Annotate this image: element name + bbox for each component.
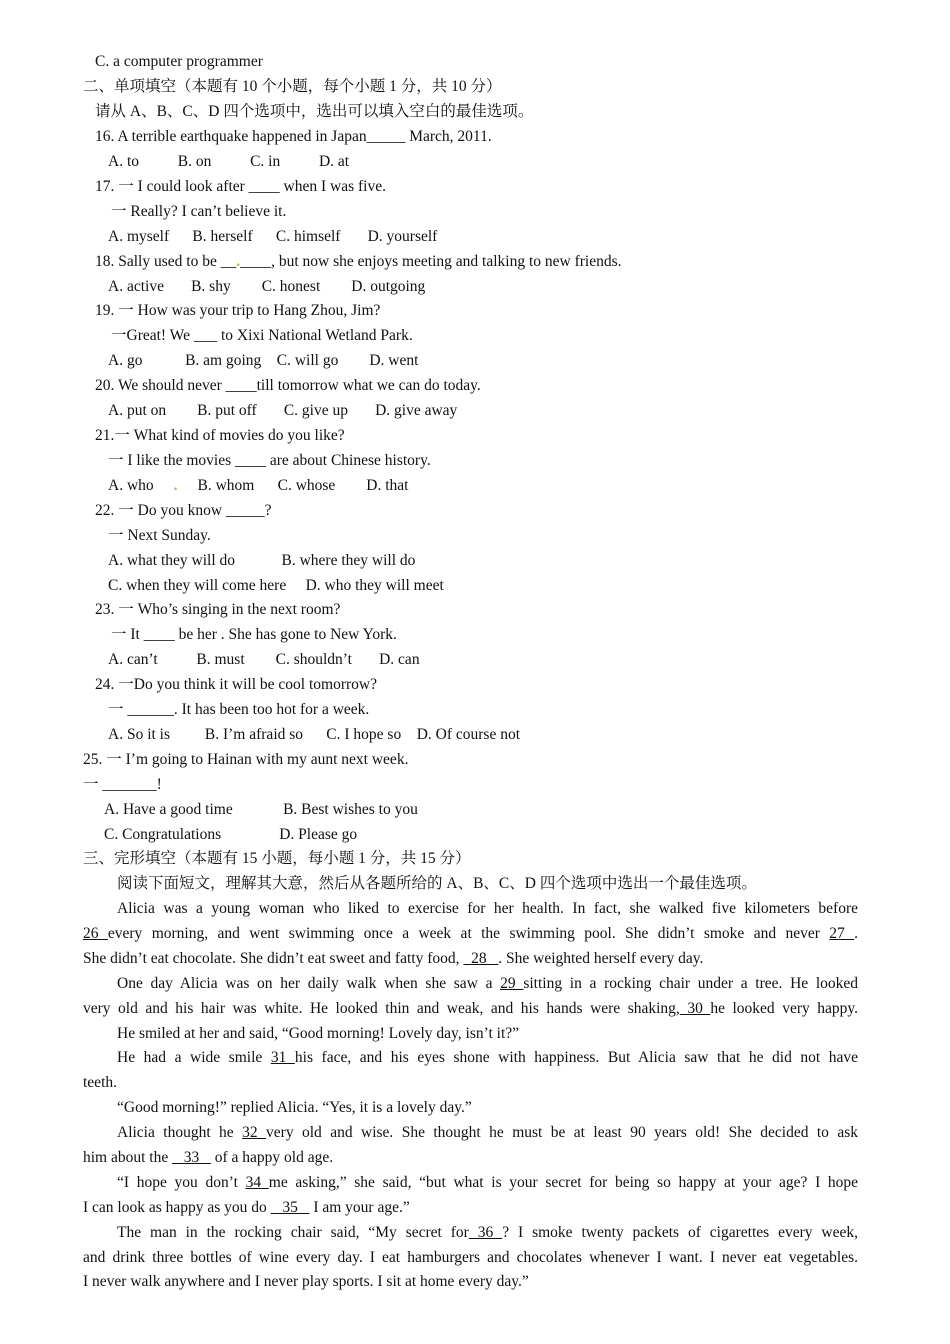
passage-text: very old and wise. She thought he must be at least 90 years old! She decided to ask (266, 1124, 859, 1141)
passage-line (117, 1173, 858, 1193)
question-21: 21.一 What kind of movies do you like? (95, 427, 345, 444)
blank-33: 33 (172, 1149, 211, 1166)
question-25-options-cd: C. Congratulations D. Please go (104, 826, 358, 843)
blank-36: 36 (468, 1224, 503, 1241)
question-25: 25. 一 I’m going to Hainan with my aunt next week. (83, 751, 409, 768)
blank-28: 28 (463, 950, 499, 967)
passage-text: I am your age.” (313, 1199, 410, 1216)
question-17-reply: 一 Really? I can’t believe it. (111, 203, 287, 220)
passage-line: teeth. (83, 1074, 117, 1091)
question-18 (95, 252, 622, 272)
passage-text: very old and his hair was white. He looked thin and weak, and his hands were shaking, (83, 1000, 680, 1017)
question-18-options: A. active B. shy C. honest D. outgoing (108, 278, 426, 295)
question-23-reply: 一 It ____ be her . She has gone to New York. (111, 626, 397, 643)
passage-line: and drink three bottles of wine every day. I eat hamburgers and chocolates whenever I want. I never eat vegetables. (83, 1249, 858, 1266)
section-3-instruction: 阅读下面短文，理解其大意，然后从各题所给的 A、B、C、D 四个选项中选出一个最佳选项。 (117, 875, 757, 892)
question-24: 24. 一Do you think it will be cool tomorrow? (95, 676, 377, 693)
blank-30: 30 (679, 1000, 711, 1017)
blank-34: 34 (245, 1174, 269, 1191)
passage-line: I never walk anywhere and I never play sports. I sit at home every day.” (83, 1273, 529, 1290)
passage-line (83, 949, 703, 969)
passage-text: ? I smoke twenty packets of cigarettes every week, (502, 1224, 859, 1241)
passage-line: He smiled at her and said, “Good morning! Lovely day, isn’t it?” (117, 1025, 520, 1042)
passage-text: of a happy old age. (214, 1149, 334, 1166)
passage-text: every morning, and went swimming once a week at the swimming pool. She didn’t smoke and never (107, 925, 820, 942)
question-19: 19. 一 How was your trip to Hang Zhou, Jim? (95, 302, 381, 319)
question-25-options-ab: A. Have a good time B. Best wishes to you (104, 801, 418, 818)
question-22-reply: 一 Next Sunday. (108, 527, 211, 544)
question-20: 20. We should never ____till tomorrow what we can do today. (95, 377, 481, 394)
mark-dot: . (236, 253, 241, 270)
passage-text: him about the (83, 1149, 169, 1166)
question-23: 23. 一 Who’s singing in the next room? (95, 601, 341, 618)
question-23-options: A. can’t B. must C. shouldn’t D. can (108, 651, 420, 668)
passage-line (117, 974, 858, 994)
passage-line: Alicia was a young woman who liked to exercise for her health. In fact, she walked five kilometers before (117, 900, 858, 917)
passage-text: I can look as happy as you do (83, 1199, 267, 1216)
option-c-programmer: C. a computer programmer (95, 53, 263, 70)
passage-text: . She weighted herself every day. (498, 950, 704, 967)
question-21-option-a: A. who (108, 477, 154, 494)
question-21-options (108, 476, 408, 496)
passage-line: “Good morning!” replied Alicia. “Yes, it is a lovely day.” (117, 1099, 472, 1116)
question-22: 22. 一 Do you know _____? (95, 502, 272, 519)
question-24-reply: 一 ______. It has been too hot for a week. (108, 701, 370, 718)
passage-line (117, 1223, 858, 1243)
question-22-options-ab: A. what they will do B. where they will do (108, 552, 416, 569)
section-2-heading: 二、单项填空（本题有 10 个小题，每个小题 1 分，共 10 分） (83, 78, 502, 95)
passage-text: She didn’t eat chocolate. She didn’t eat sweet and fatty food, (83, 950, 460, 967)
question-20-options: A. put on B. put off C. give up D. give away (108, 402, 458, 419)
question-22-options-cd: C. when they will come here D. who they will meet (108, 577, 444, 594)
passage-text: He had a wide smile (117, 1049, 263, 1066)
passage-text: . (854, 925, 859, 942)
mark-dot: . (173, 477, 178, 494)
passage-line (83, 1198, 410, 1218)
passage-text: “I hope you don’t (117, 1174, 238, 1191)
blank-32: 32 (242, 1124, 267, 1141)
passage-text: One day Alicia was on her daily walk when she saw a (117, 975, 493, 992)
question-18-end: ____, but now she enjoys meeting and talking to new friends. (240, 253, 622, 270)
question-19-reply: 一Great! We ___ to Xixi National Wetland Park. (111, 327, 413, 344)
blank-29: 29 (500, 975, 524, 992)
blank-31: 31 (270, 1049, 295, 1066)
question-21-reply: 一 I like the movies ____ are about Chinese history. (108, 452, 431, 469)
question-21-options-rest: B. whom C. whose D. that (197, 477, 409, 494)
question-16: 16. A terrible earthquake happened in Japan_____ March, 2011. (95, 128, 492, 145)
section-3-heading: 三、完形填空（本题有 15 小题，每小题 1 分，共 15 分） (83, 850, 471, 867)
question-18-start: 18. Sally used to be __ (95, 253, 237, 270)
passage-line (83, 999, 858, 1019)
question-25-reply: 一 _______! (83, 776, 162, 793)
passage-line (83, 924, 858, 944)
passage-line (117, 1048, 858, 1068)
section-2-instruction: 请从 A、B、C、D 四个选项中，选出可以填入空白的最佳选项。 (95, 103, 534, 120)
blank-26: 26 (83, 925, 108, 942)
passage-text: he looked very happy. (710, 1000, 859, 1017)
passage-text: his face, and his eyes shone with happiness. But Alicia saw that he did not have (294, 1049, 859, 1066)
question-16-options: A. to B. on C. in D. at (108, 153, 350, 170)
blank-27: 27 (829, 925, 855, 942)
question-19-options: A. go B. am going C. will go D. went (108, 352, 419, 369)
question-24-options: A. So it is B. I’m afraid so C. I hope so D. Of course not (108, 726, 520, 743)
passage-text: The man in the rocking chair said, “My secret for (117, 1224, 469, 1241)
blank-35: 35 (270, 1199, 310, 1216)
passage-text: sitting in a rocking chair under a tree. He looked (523, 975, 859, 992)
passage-text: me asking,” she said, “but what is your secret for being so happy at your age? I hope (268, 1174, 859, 1191)
passage-line (83, 1148, 333, 1168)
question-17-options: A. myself B. herself C. himself D. yourself (108, 228, 438, 245)
passage-line (117, 1123, 858, 1143)
passage-text: Alicia thought he (117, 1124, 234, 1141)
question-17: 17. 一 I could look after ____ when I was five. (95, 178, 386, 195)
